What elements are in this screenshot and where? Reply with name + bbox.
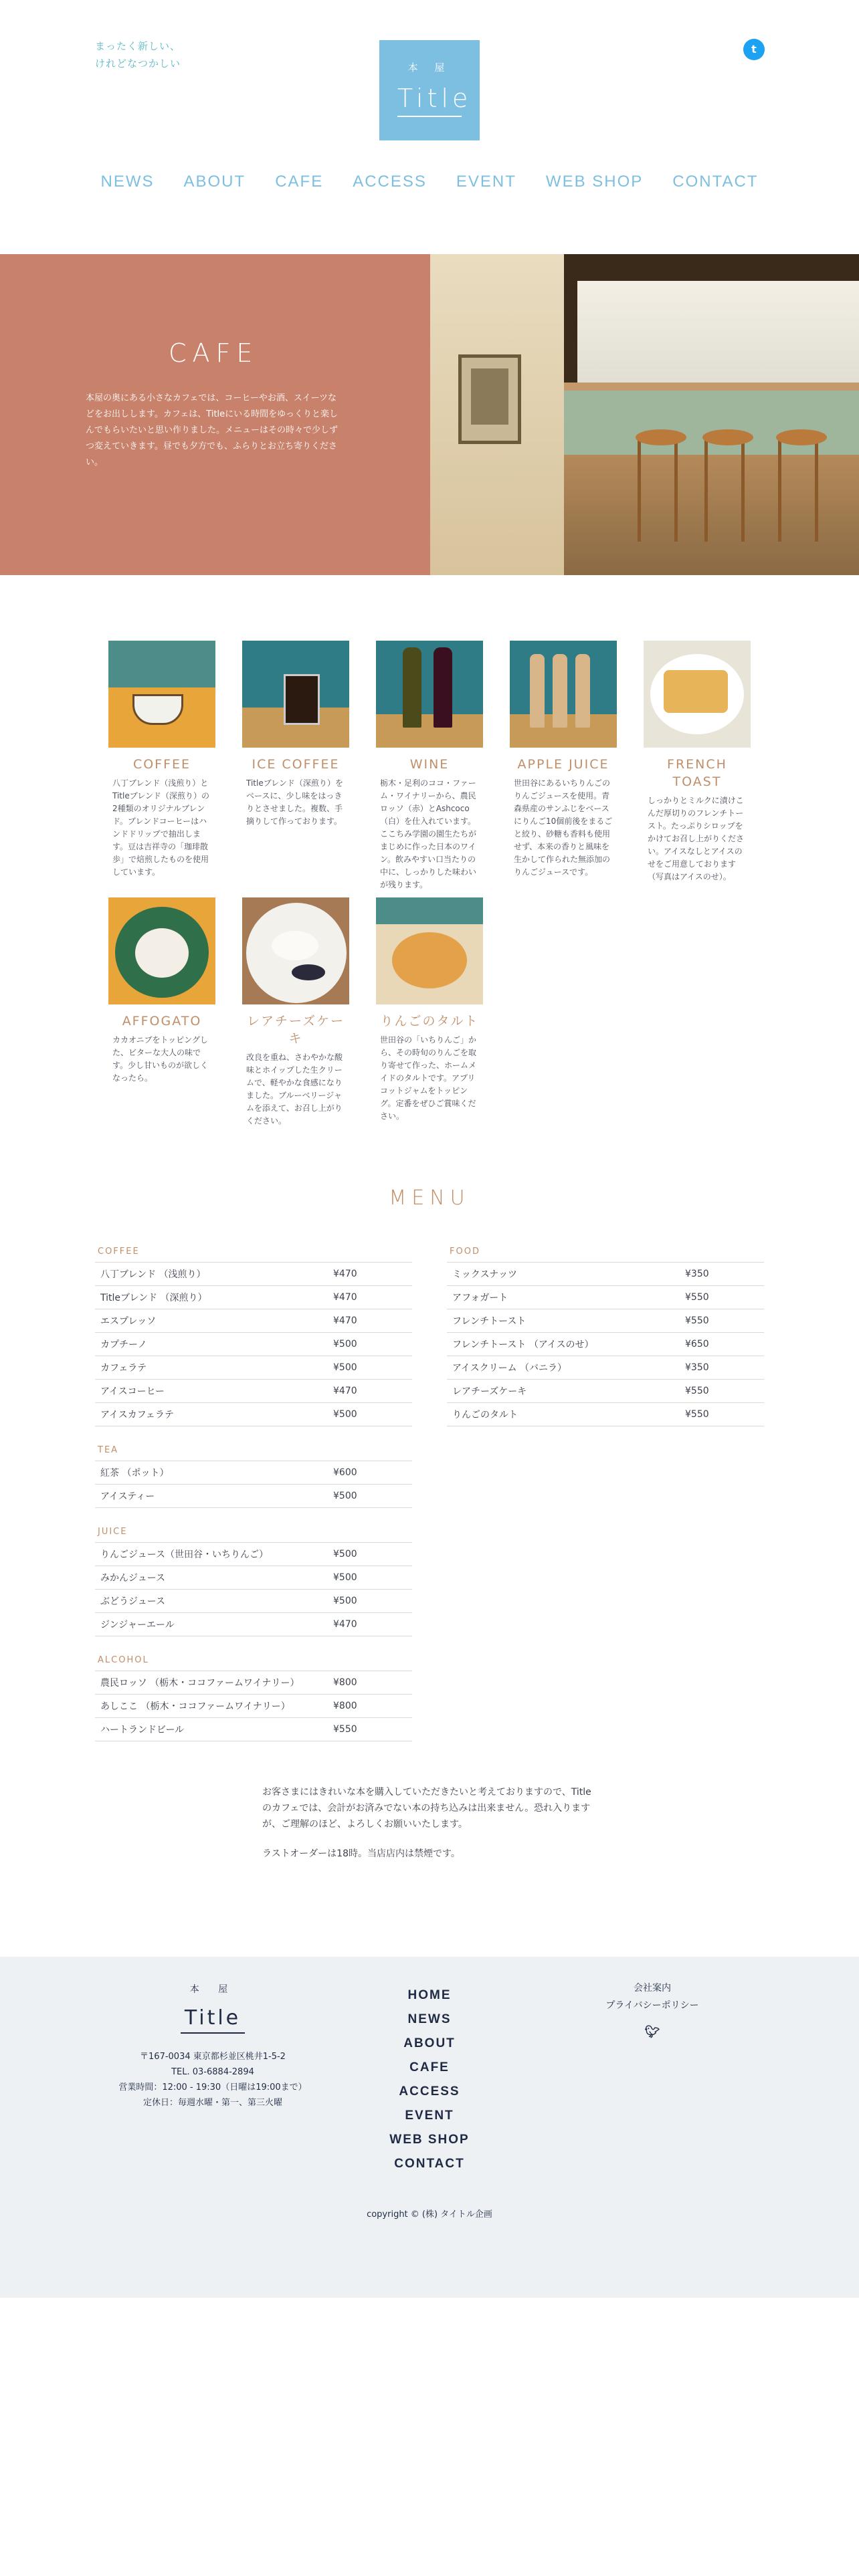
menu-row <box>95 1286 412 1309</box>
item-name: WINE <box>409 757 450 772</box>
item-card-affogato <box>108 897 215 1085</box>
apple-tart-photo <box>376 897 483 1004</box>
item-card-apple-tart <box>376 897 483 1123</box>
item-name: レアチーズケーキ <box>246 1014 345 1046</box>
footer-logo-subtitle: 本 屋 <box>189 1984 236 1995</box>
wall-picture-frame <box>458 354 521 444</box>
menu-row <box>95 1356 412 1380</box>
menu-price: ¥350 <box>685 1269 709 1279</box>
hero-description: 本屋の奥にある小さなカフェでは、コーヒーやお酒、スイーツなどをお出しします。カフェは、Titleにいる時間をゆっくりと楽しんでもらいたいと思い作りました。メニューはその時々で少しずつ変えていきます。昼でも夕方でも、ふらりとお立ち寄りください。 <box>86 393 339 467</box>
notice-paragraph-1: お客さまにはきれいな本を購入していただきたいと考えておりますので、Titleのカフェでは、会計がお済みでない本の持ち込みは出来ません。恐れ入りますが、ご理解のほど、よろしくお願いいたします。 <box>262 1787 591 1830</box>
privacy-policy-link[interactable]: プライバシーポリシー <box>605 2000 699 2011</box>
footer-nav-access[interactable]: ACCESS <box>399 2084 460 2099</box>
menu-heading: MENU <box>389 1186 470 1210</box>
menu-item: りんごジュース（世田谷・いちりんご） <box>100 1549 269 1560</box>
menu-row <box>447 1263 764 1286</box>
menu-price: ¥470 <box>333 1269 357 1279</box>
item-description: Titleブレンド（深煎り）をベースに、少し味をはっきりとさせました。複数、手摘りして作っております。 <box>246 778 343 826</box>
menu-item: アイスコーヒー <box>100 1386 165 1397</box>
menu-item: ハートランドビール <box>100 1725 185 1735</box>
item-name: FRENCH TOAST <box>667 757 727 789</box>
menu-row <box>95 1380 412 1403</box>
cafe-hero <box>0 254 859 575</box>
nav-cafe[interactable]: CAFE <box>275 173 324 191</box>
menu-price: ¥550 <box>685 1292 709 1303</box>
menu-row <box>95 1263 412 1286</box>
item-card-rare-cheesecake <box>242 897 349 1128</box>
footer-nav <box>361 1983 498 2176</box>
nav-news[interactable]: NEWS <box>100 173 155 191</box>
footer-nav-news[interactable]: NEWS <box>407 2012 452 2026</box>
menu-price: ¥500 <box>333 1596 357 1606</box>
menu-row <box>95 1566 412 1590</box>
menu-price: ¥500 <box>333 1491 357 1501</box>
menu-row <box>95 1543 412 1566</box>
company-link[interactable]: 会社案内 <box>634 1983 671 1994</box>
wine-photo <box>376 641 483 748</box>
item-card-apple-juice <box>510 641 617 879</box>
item-name: ICE COFFEE <box>252 757 340 772</box>
footer-nav-cafe[interactable]: CAFE <box>409 2060 450 2074</box>
stool <box>638 435 678 542</box>
menu-row <box>447 1309 764 1333</box>
menu-row <box>95 1671 412 1695</box>
nav-event[interactable]: EVENT <box>456 173 516 191</box>
menu-row <box>95 1403 412 1426</box>
copyright: copyright © (株) タイトル企画 <box>367 2210 492 2220</box>
menu-price: ¥550 <box>685 1409 709 1420</box>
menu-category: JUICE <box>95 1523 412 1543</box>
menu-row <box>95 1695 412 1718</box>
menu-row <box>95 1333 412 1356</box>
item-description: カカオニブをトッピングした、ビターな大人の味です。少し甘いものが欲しくなったら。 <box>112 1035 209 1083</box>
menu-item: ミックスナッツ <box>452 1269 518 1280</box>
menu-item: カプチーノ <box>100 1339 147 1350</box>
menu-item: ぶどうジュース <box>100 1596 166 1607</box>
nav-web-shop[interactable]: WEB SHOP <box>545 173 644 191</box>
menu-row <box>447 1403 764 1426</box>
item-name: AFFOGATO <box>122 1014 202 1029</box>
menu-item: レアチーズケーキ <box>452 1386 527 1397</box>
footer-nav-about[interactable]: ABOUT <box>403 2036 456 2050</box>
menu-item: アイスティー <box>100 1491 155 1502</box>
cafe-interior-photo <box>430 254 859 575</box>
menu-item: アイスクリーム （バニラ） <box>452 1363 567 1374</box>
item-description: しっかりとミルクに漬けこんだ厚切りのフレンチトースト。たっぷりシロップをかけてお召し上がりください。アイスなしとアイスのせをご用意しております（写真はアイスのせ）。 <box>648 796 745 881</box>
menu-row <box>447 1356 764 1380</box>
menu-price: ¥350 <box>685 1362 709 1373</box>
menu-price: ¥500 <box>333 1572 357 1583</box>
tagline-line-1: まったく新しい、 <box>95 40 181 52</box>
menu-row <box>95 1590 412 1613</box>
menu-price: ¥550 <box>333 1724 357 1735</box>
french-toast-photo <box>644 641 751 748</box>
site-tagline <box>95 37 181 72</box>
footer-hours: 営業時間：12:00 - 19:30（日曜は19:00まで） <box>118 2082 307 2092</box>
menu-item: 紅茶 （ポット） <box>100 1468 169 1479</box>
stool <box>704 435 745 542</box>
affogato-photo <box>108 897 215 1004</box>
menu-price: ¥500 <box>333 1362 357 1373</box>
menu-item: 農民ロッソ （栃木・ココファームワイナリー） <box>100 1678 300 1689</box>
footer-logo[interactable] <box>155 1982 270 2034</box>
item-description: 改良を重ね、さわやかな酸味とホイップした生クリームで、軽やかな食感になりました。ブルーベリージャムを添えて、お召し上がりください。 <box>246 1053 343 1125</box>
menu-price: ¥800 <box>333 1701 357 1711</box>
item-name: COFFEE <box>132 757 191 772</box>
menu-price: ¥800 <box>333 1677 357 1688</box>
item-card-wine <box>376 641 483 891</box>
footer-closed-days: 定休日：毎週水曜・第一、第三火曜 <box>142 2098 282 2108</box>
menu-item: アフォガート <box>452 1293 508 1303</box>
footer-logo-title: Title <box>181 2006 245 2034</box>
footer-nav-event[interactable]: EVENT <box>405 2109 454 2123</box>
menu-item: 八丁ブレンド （浅煎り） <box>100 1269 206 1280</box>
nav-about[interactable]: ABOUT <box>183 173 246 191</box>
hero-title: CAFE <box>169 338 259 368</box>
nav-contact[interactable]: CONTACT <box>672 173 759 191</box>
apple-juice-photo <box>510 641 617 748</box>
menu-category: ALCOHOL <box>95 1651 412 1671</box>
menu-price: ¥600 <box>333 1467 357 1478</box>
item-description: 世田谷にあるいちりんごのりんごジュースを使用。青森県産のサンふじをベースにりんご10個前後をまるごと絞り、砂糖も香料も使用せず、本来の香りと風味を生かして作られた無添加のりんごジュースです。 <box>514 778 613 877</box>
footer-nav-web-shop[interactable]: WEB SHOP <box>389 2133 470 2147</box>
menu-item: みかんジュース <box>100 1573 166 1584</box>
coffee-photo <box>108 641 215 748</box>
item-description: 栃木・足利のココ・ファーム・ワイナリーから、農民ロッソ（赤）とAshcoco（白）を仕入れています。ここちみ学園の園生たちがまじめに作った日本のワイン。飲みやすい口当たりの中に、しっかりした味わいが残ります。 <box>380 778 477 889</box>
footer-tel: TEL. 03-6884-2894 <box>171 2067 254 2077</box>
menu-row <box>447 1380 764 1403</box>
menu-item: フレンチトースト （アイスのせ） <box>452 1339 594 1350</box>
site-footer <box>0 1957 859 2298</box>
notice-paragraph-2: ラストオーダーは18時。当店店内は禁煙です。 <box>262 1848 460 1859</box>
menu-item: ジンジャーエール <box>100 1620 175 1630</box>
menu-price: ¥470 <box>333 1619 357 1630</box>
stool <box>778 435 818 542</box>
menu-price: ¥550 <box>685 1386 709 1396</box>
footer-nav-home[interactable]: HOME <box>407 1988 452 2002</box>
menu-category: FOOD <box>447 1243 764 1263</box>
menu-row <box>95 1613 412 1636</box>
nav-access[interactable]: ACCESS <box>353 173 427 191</box>
menu-row <box>95 1718 412 1741</box>
menu-price: ¥470 <box>333 1315 357 1326</box>
menu-item: カフェラテ <box>100 1363 147 1374</box>
item-name: りんごのタルト <box>380 1014 479 1029</box>
menu-item: アイスカフェラテ <box>100 1410 174 1420</box>
footer-nav-contact[interactable]: CONTACT <box>394 2157 465 2171</box>
logo-title: Title <box>397 84 462 117</box>
menu-price: ¥470 <box>333 1386 357 1396</box>
tagline-line-2: けれどなつかしい <box>95 58 181 70</box>
site-logo[interactable] <box>379 40 480 140</box>
menu-item: あしここ （栃木・ココファームワイナリー） <box>100 1701 290 1712</box>
menu-price: ¥500 <box>333 1339 357 1350</box>
menu-price: ¥550 <box>685 1315 709 1326</box>
item-card-ice-coffee <box>242 641 349 828</box>
item-card-french-toast <box>644 641 751 883</box>
item-description: 世田谷の「いちりんご」から、その時旬のりんごを取り寄せて作った、ホームメイドのタルトです。アプリコットジャムをトッピング。定番をぜひご賞味ください。 <box>380 1035 477 1121</box>
menu-category: TEA <box>95 1441 412 1461</box>
menu-row <box>95 1485 412 1508</box>
item-description: 八丁ブレンド（浅煎り）とTitleブレンド（深煎り）の2種類のオリジナルブレンド。ブレンドコーヒーはハンドドリップで抽出します。豆は吉祥寺の「珈琲散歩」で焙煎したものを使用しています。 <box>112 778 209 877</box>
logo-subtitle: 本 屋 <box>407 62 452 74</box>
menu-item: りんごのタルト <box>452 1410 518 1420</box>
footer-links <box>589 1979 716 2042</box>
menu-price: ¥650 <box>685 1339 709 1350</box>
ice-coffee-photo <box>242 641 349 748</box>
menu-row <box>447 1286 764 1309</box>
menu-category: COFFEE <box>95 1243 412 1263</box>
menu-item: Titleブレンド （深煎り） <box>100 1293 207 1303</box>
menu-column-food <box>447 1243 764 1426</box>
footer-shop-info <box>108 2049 317 2111</box>
menu-item: フレンチトースト <box>452 1316 527 1327</box>
menu-row <box>95 1309 412 1333</box>
twitter-icon[interactable]: t <box>743 39 765 60</box>
cheesecake-photo <box>242 897 349 1004</box>
global-nav <box>0 173 859 191</box>
menu-item: エスプレッソ <box>100 1316 157 1327</box>
hero-text-panel <box>0 254 430 575</box>
footer-address: 〒167-0034 東京都杉並区桃井1-5-2 <box>140 2052 286 2062</box>
cafe-notice <box>262 1784 597 1862</box>
menu-price: ¥500 <box>333 1409 357 1420</box>
menu-price: ¥470 <box>333 1292 357 1303</box>
menu-row <box>95 1461 412 1485</box>
twitter-bird-icon[interactable]: 🐦︎ <box>644 2025 660 2039</box>
menu-price: ¥500 <box>333 1549 357 1560</box>
item-card-coffee <box>108 641 215 879</box>
menu-row <box>447 1333 764 1356</box>
menu-column-drinks <box>95 1243 412 1741</box>
item-name: APPLE JUICE <box>517 757 609 772</box>
